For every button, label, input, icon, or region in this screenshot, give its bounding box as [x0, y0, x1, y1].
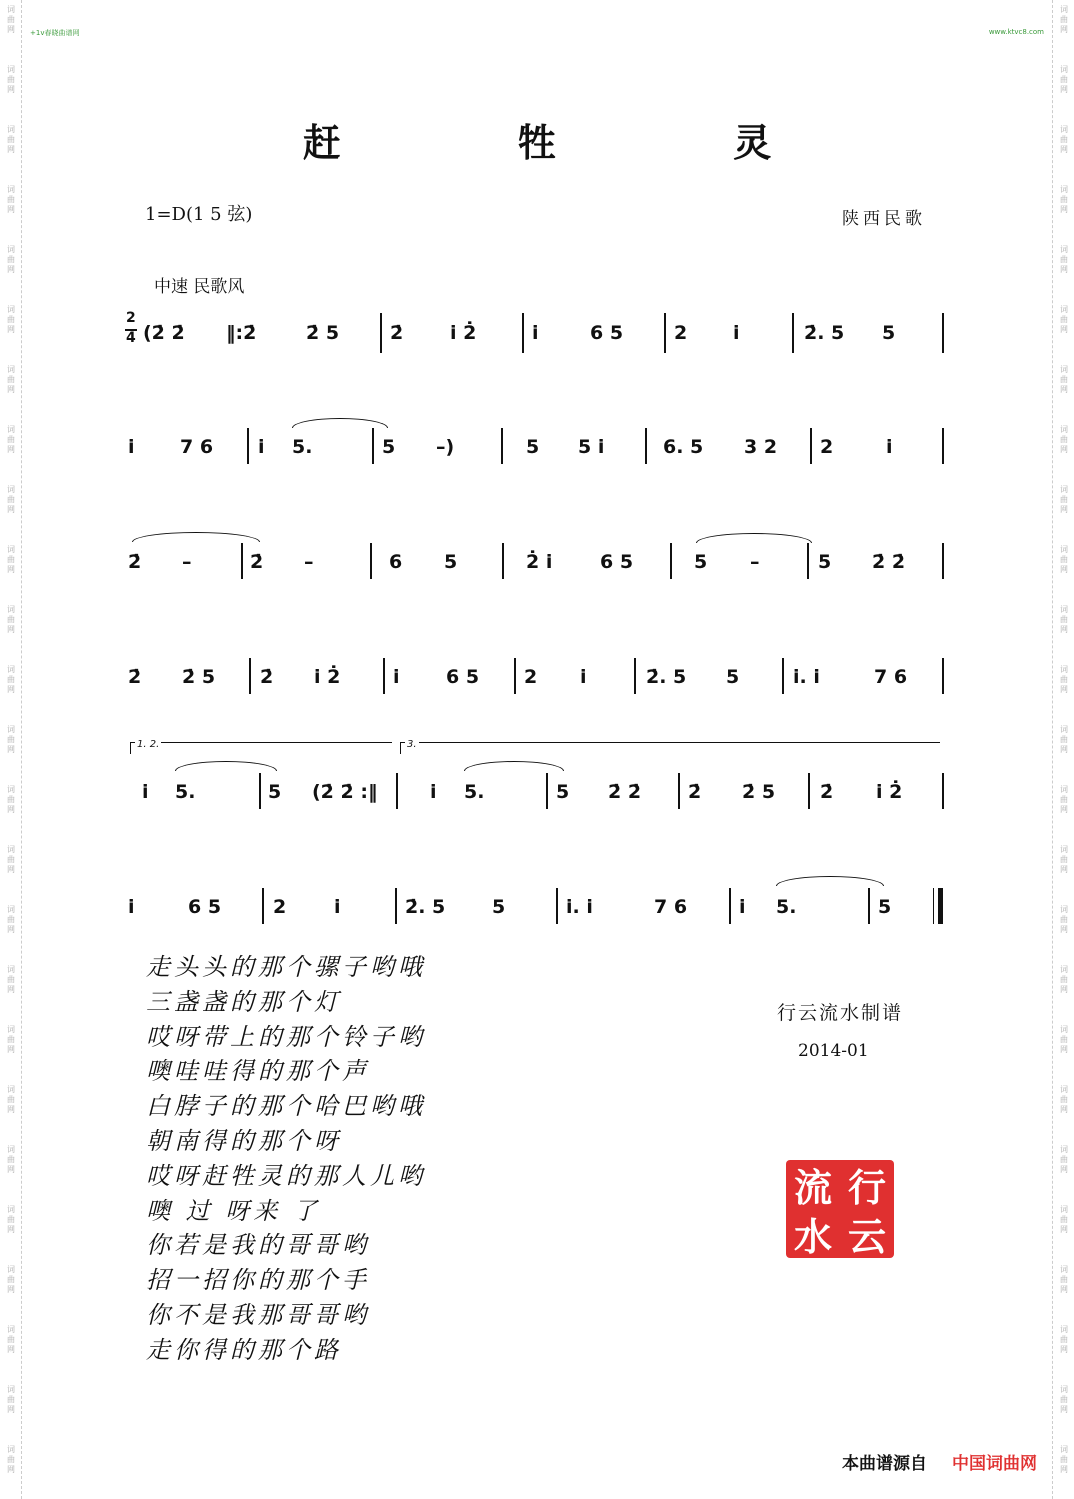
- watermark-text: 词 曲 网: [1060, 545, 1068, 574]
- time-sig-bottom: 4: [126, 330, 136, 346]
- score-note: 2̇ 2̇: [872, 551, 906, 573]
- watermark-text: 词 曲 网: [7, 1445, 15, 1474]
- watermark-text: 词 曲 网: [7, 845, 15, 874]
- score-note: 2̇ 5: [306, 322, 340, 344]
- lyric-line: 走头头的那个骡子哟哦: [146, 953, 426, 981]
- watermark-text: 词 曲 网: [1060, 1025, 1068, 1054]
- seal-char: 流: [793, 1165, 832, 1210]
- score-line-2: [0, 400, 1074, 510]
- watermark-text: 词 曲 网: [7, 5, 15, 34]
- lyric-line: 你不是我那哥哥哟: [146, 1300, 370, 1329]
- score-note: i: [142, 781, 149, 803]
- key-signature: 1=D(1 5 弦): [145, 204, 253, 225]
- watermark-text: 词 曲 网: [7, 1325, 15, 1354]
- score-note: 5: [726, 666, 740, 688]
- watermark-text: 词 曲 网: [7, 125, 15, 154]
- watermark-text: 词 曲 网: [7, 665, 15, 694]
- watermark-text: 词 曲 网: [1060, 1205, 1068, 1234]
- lyric-line: 你若是我的哥哥哟: [146, 1231, 370, 1260]
- watermark-text: 词 曲 网: [1060, 245, 1068, 274]
- lyrics-block: [146, 950, 486, 1368]
- seal-char: 云: [847, 1214, 886, 1259]
- score-note: ‖:2̇: [226, 322, 257, 344]
- score-note: 2: [820, 436, 834, 458]
- score-note: 2̇: [688, 781, 702, 803]
- watermark-text: 词 曲 网: [1060, 1085, 1068, 1114]
- score-note: 7 6: [654, 896, 688, 918]
- score-note: 5 i: [578, 436, 605, 458]
- score-note: 5.: [292, 436, 313, 458]
- watermark-text: 词 曲 网: [1060, 1145, 1068, 1174]
- score-note: –: [304, 551, 314, 573]
- score-note: 2̇. 5: [804, 322, 845, 344]
- lyric-line: 哎呀带上的那个铃子哟: [146, 1022, 426, 1051]
- score-note: i: [532, 322, 539, 344]
- seal-char: 水: [793, 1214, 832, 1259]
- score-note: i: [334, 896, 341, 918]
- score-note: –: [750, 551, 760, 573]
- watermark-text: 词 曲 网: [7, 1385, 15, 1414]
- watermark-text: 词 曲 网: [1060, 605, 1068, 634]
- score-note: 6 5: [590, 322, 624, 344]
- score-note: i: [393, 666, 400, 688]
- watermark-text: 词 曲 网: [1060, 1265, 1068, 1294]
- watermark-text: 词 曲 网: [7, 365, 15, 394]
- watermark-text: 词 曲 网: [1060, 65, 1068, 94]
- watermark-text: 词 曲 网: [1060, 185, 1068, 214]
- score-note: 6: [389, 551, 403, 573]
- seal-char: 行: [847, 1165, 886, 1210]
- watermark-text: 词 曲 网: [1060, 905, 1068, 934]
- score-note: –): [436, 436, 455, 458]
- score-note: i. i: [566, 896, 593, 918]
- score-note: i: [580, 666, 587, 688]
- score-note: 2̇: [250, 551, 264, 573]
- score-note: 5.: [464, 781, 485, 803]
- score-note: 5: [694, 551, 708, 573]
- watermark-text: 词 曲 网: [1060, 725, 1068, 754]
- watermark-text: 词 曲 网: [1060, 965, 1068, 994]
- score-note: 2̇ 5: [742, 781, 776, 803]
- watermark-text: 词 曲 网: [7, 1265, 15, 1294]
- score-line-4: [0, 630, 1074, 740]
- score-note: 2̇: [390, 322, 404, 344]
- watermark-text: 词 曲 网: [1060, 1385, 1068, 1414]
- score-note: 7 6: [180, 436, 214, 458]
- score-note: i: [739, 896, 746, 918]
- lyric-line: 招一招你的那个手: [146, 1266, 370, 1295]
- time-sig-top: 2: [126, 310, 136, 326]
- lyric-line: 朝南得的那个呀: [146, 1126, 342, 1155]
- watermark-text: 词 曲 网: [1060, 5, 1068, 34]
- watermark-text: 词 曲 网: [7, 605, 15, 634]
- score-note: 2̇. 5: [646, 666, 687, 688]
- watermark-text: 词 曲 网: [7, 65, 15, 94]
- song-title: 赶 牲 灵: [302, 120, 854, 165]
- score-note: 2̇: [820, 781, 834, 803]
- lyric-line: 哎呀赶牲灵的那人儿哟: [146, 1161, 426, 1190]
- watermark-text: 词 曲 网: [7, 1145, 15, 1174]
- watermark-text: 词 曲 网: [7, 1205, 15, 1234]
- score-note: i 2̇: [314, 666, 341, 688]
- volta-second-label: 3.: [407, 739, 417, 750]
- volta-first-label: 1. 2.: [137, 739, 160, 750]
- watermark-text: 词 曲 网: [7, 425, 15, 454]
- score-note: 2̇: [128, 551, 142, 573]
- watermark-text: 词 曲 网: [7, 1025, 15, 1054]
- score-date: 2014-01: [798, 1041, 869, 1061]
- watermark-text: 词 曲 网: [7, 965, 15, 994]
- score-note: i 2̇: [876, 781, 903, 803]
- score-note: i: [258, 436, 265, 458]
- score-note: 6 5: [446, 666, 480, 688]
- watermark-text: 词 曲 网: [7, 545, 15, 574]
- lyric-line: 三盏盏的那个灯: [146, 987, 342, 1016]
- score-note: 6 5: [600, 551, 634, 573]
- header-site-left[interactable]: +1v春晓曲谱网: [30, 29, 80, 37]
- score-note: 5.: [175, 781, 196, 803]
- watermark-text: 词 曲 网: [1060, 365, 1068, 394]
- score-note: i: [886, 436, 893, 458]
- score-note: 6. 5: [663, 436, 704, 458]
- score-note: 2̇ 2̇: [608, 781, 642, 803]
- score-note: 2̇ i: [526, 551, 553, 573]
- watermark-text: 词 曲 网: [1060, 305, 1068, 334]
- watermark-text: 词 曲 网: [1060, 665, 1068, 694]
- watermark-text: 词 曲 网: [1060, 425, 1068, 454]
- score-note: 2̇: [128, 666, 142, 688]
- score-note: 2̇: [260, 666, 274, 688]
- watermark-text: 词 曲 网: [1060, 1325, 1068, 1354]
- watermark-text: 词 曲 网: [7, 905, 15, 934]
- score-note: 7 6: [874, 666, 908, 688]
- score-line-5: [0, 745, 1074, 855]
- watermark-text: 词 曲 网: [7, 785, 15, 814]
- score-note: 2̇. 5: [405, 896, 446, 918]
- score-note: 2: [524, 666, 538, 688]
- score-note: (2̇ 2̇: [143, 322, 185, 344]
- song-origin: 陕西民歌: [842, 209, 926, 229]
- score-note: 5: [444, 551, 458, 573]
- watermark-text: 词 曲 网: [7, 245, 15, 274]
- score-note: 5: [526, 436, 540, 458]
- watermark-text: 词 曲 网: [7, 185, 15, 214]
- score-note: i: [733, 322, 740, 344]
- score-note: 5: [818, 551, 832, 573]
- watermark-text: 词 曲 网: [1060, 845, 1068, 874]
- watermark-text: 词 曲 网: [1060, 125, 1068, 154]
- score-note: 6 5: [188, 896, 222, 918]
- score-note: 2̇ 5: [182, 666, 216, 688]
- score-maker: 行云流水制谱: [777, 1002, 904, 1024]
- score-note: i: [128, 436, 135, 458]
- score-note: 3 2: [744, 436, 778, 458]
- score-note: i 2̇: [450, 322, 477, 344]
- watermark-text: 词 曲 网: [1060, 1445, 1068, 1474]
- score-note: 2: [273, 896, 287, 918]
- footer-source-label: 本曲谱源自: [842, 1454, 927, 1474]
- watermark-text: 词 曲 网: [1060, 485, 1068, 514]
- lyric-line: 白脖子的那个哈巴哟哦: [146, 1092, 426, 1121]
- tempo-marking: 中速 民歌风: [154, 277, 245, 297]
- score-note: 5: [492, 896, 506, 918]
- watermark-text: 词 曲 网: [7, 305, 15, 334]
- header-site-right[interactable]: www.ktvc8.com: [988, 28, 1044, 36]
- score-note: i: [128, 896, 135, 918]
- score-note: 5: [882, 322, 896, 344]
- score-note: 5.: [776, 896, 797, 918]
- score-note: 2: [674, 322, 688, 344]
- lyric-line: 走你得的那个路: [146, 1335, 342, 1364]
- watermark-text: 词 曲 网: [7, 725, 15, 754]
- score-note: 5: [878, 896, 892, 918]
- score-note: 5: [268, 781, 282, 803]
- score-note: 5: [556, 781, 570, 803]
- watermark-text: 词 曲 网: [7, 1085, 15, 1114]
- watermark-text: 词 曲 网: [1060, 785, 1068, 814]
- lyric-line: 噢哇哇得的那个声: [146, 1057, 370, 1086]
- watermark-text: 词 曲 网: [7, 485, 15, 514]
- score-note: (2̇ 2̇ :‖: [312, 781, 378, 803]
- score-note: i: [430, 781, 437, 803]
- footer-source-link[interactable]: 中国词曲网: [952, 1454, 1037, 1474]
- score-note: i. i: [793, 666, 820, 688]
- score-line-3: [0, 515, 1074, 625]
- seal-stamp: [786, 1160, 894, 1258]
- lyric-line: 噢 过 呀来 了: [146, 1196, 321, 1225]
- score-note: –: [182, 551, 192, 573]
- score-note: 5: [382, 436, 396, 458]
